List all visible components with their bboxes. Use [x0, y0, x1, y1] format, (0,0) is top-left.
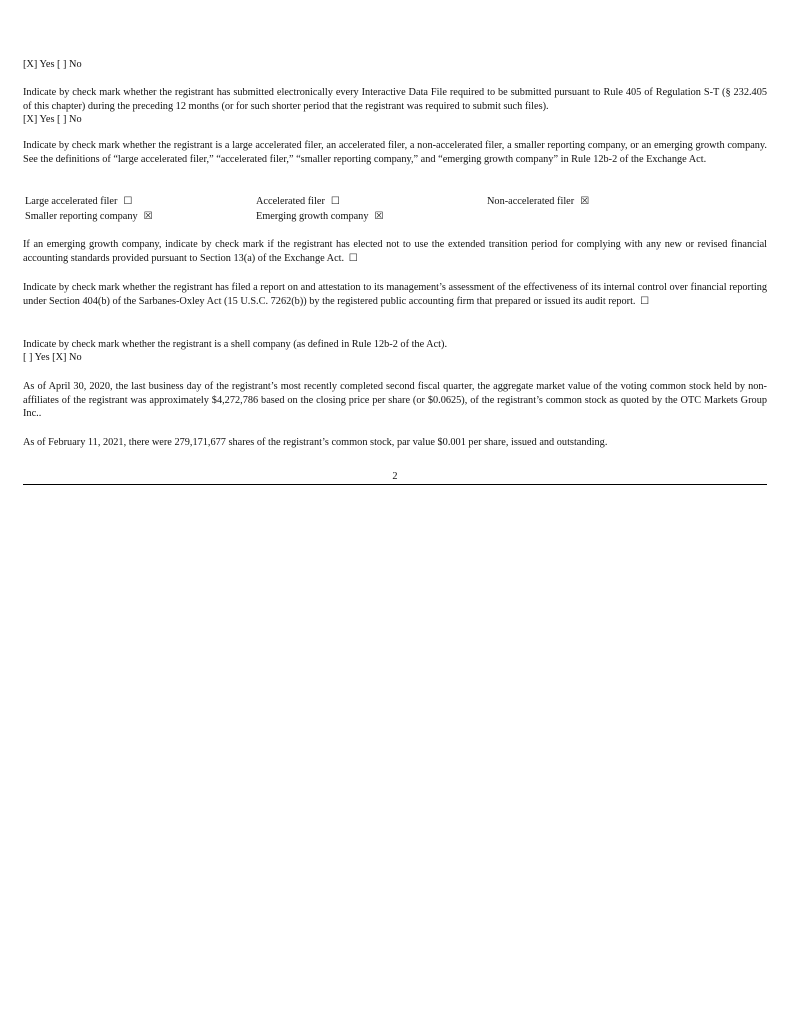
accelerated-filer — [256, 195, 340, 209]
accelerated-filer-label: Accelerated filer — [256, 196, 325, 207]
emerging-growth-company — [256, 210, 383, 224]
large-accelerated-filer-checkbox: ☐ — [123, 196, 133, 207]
large-accelerated-filer-label: Large accelerated filer — [25, 196, 118, 207]
smaller-reporting-company — [25, 210, 153, 224]
internal-control-attestation-paragraph — [23, 281, 767, 308]
yes-no-line-1: [X] Yes [ ] No — [23, 59, 82, 70]
emerging-growth-election-checkbox: ☐ — [348, 252, 358, 264]
large-accelerated-filer — [25, 195, 132, 209]
interactive-data-paragraph: Indicate by check mark whether the registrant has submitted electronically every Interactive Data File required to be submitted pursuant to Rule 405 of Regulation S-T (§ 232.405 of this chapter) during the preceding 12 months (or for such shorter period that the registrant was required to submit such files). — [23, 87, 767, 112]
accelerated-filer-checkbox: ☐ — [330, 196, 340, 207]
filer-status-row-2 — [23, 210, 767, 224]
smaller-reporting-company-label: Smaller reporting company — [25, 211, 138, 222]
non-accelerated-filer-label: Non-accelerated filer — [487, 196, 575, 207]
page-number: 2 — [392, 471, 398, 482]
filer-status-row-1 — [23, 195, 767, 209]
internal-control-attestation-checkbox: ☐ — [640, 295, 650, 307]
market-value-paragraph: As of April 30, 2020, the last business day of the registrant’s most recently completed second fiscal quarter, the aggregate market value of the voting common stock held by non-affiliates of the registrant was approximately $4,272,786 based on the closing price per share (or $0.0625), of the registrant’s common stock as quoted by the OTC Markets Group Inc.. — [23, 381, 767, 419]
filer-definition-paragraph: Indicate by check mark whether the registrant is a large accelerated filer, an accelerated filer, a non-accelerated filer, a smaller reporting company, or an emerging growth company. See the definitions of “large accelerated filer,” “accelerated filer,” “smaller reporting company,” and “emerging growth company” in Rule 12b-2 of the Exchange Act. — [23, 140, 767, 165]
emerging-growth-election-paragraph — [23, 238, 767, 265]
smaller-reporting-company-checkbox: ☒ — [143, 211, 153, 222]
internal-control-attestation-text: Indicate by check mark whether the registrant has filed a report on and attestation to its management’s assessment of the effectiveness of its internal control over financial reporting under Section 404(b) of the Sarbanes-Oxley Act (15 U.S.C. 7262(b)) by the registered public accounting firm that prepared or issued its audit report. — [23, 282, 767, 307]
non-accelerated-filer — [487, 195, 589, 209]
emerging-growth-election-text: If an emerging growth company, indicate by check mark if the registrant has elected not to use the extended transition period for complying with any new or revised financial accounting standards provided pursuant to Section 13(a) of the Exchange Act. — [23, 239, 767, 264]
yes-no-line-3: [ ] Yes [X] No — [23, 352, 82, 363]
yes-no-line-2: [X] Yes [ ] No — [23, 114, 82, 125]
shares-outstanding-paragraph: As of February 11, 2021, there were 279,171,677 shares of the registrant’s common stock, par value $0.001 per share, issued and outstanding. — [23, 437, 608, 448]
emerging-growth-company-label: Emerging growth company — [256, 211, 369, 222]
shell-company-paragraph: Indicate by check mark whether the registrant is a shell company (as defined in Rule 12b-2 of the Act). — [23, 339, 448, 350]
emerging-growth-company-checkbox: ☒ — [374, 211, 384, 222]
page-footer-rule — [23, 484, 767, 485]
non-accelerated-filer-checkbox: ☒ — [580, 196, 590, 207]
